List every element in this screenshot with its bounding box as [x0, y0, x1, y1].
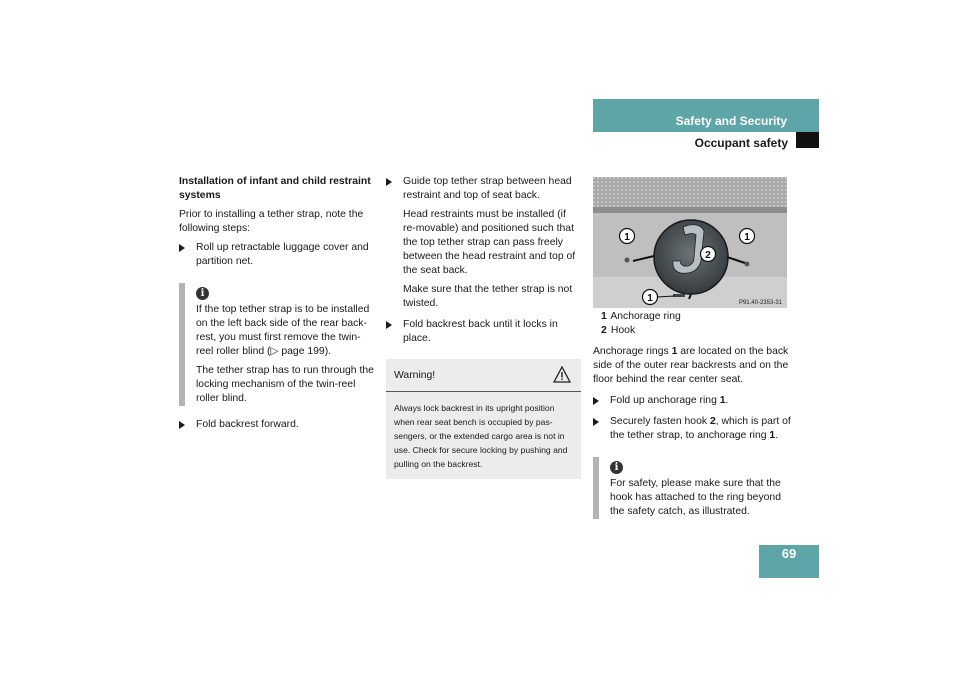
intro-text: Prior to installing a tether strap, note the following steps: [179, 209, 364, 234]
legend-item [593, 310, 793, 324]
info-note [593, 457, 793, 519]
bullet-arrow-icon [179, 421, 185, 429]
step-text: Fold backrest forward. [196, 419, 299, 430]
step-detail: Head restraints must be installed (if re-movable) and positioned such that the top tether strap can pass freely between the head restraint and top of the seat back. [403, 209, 576, 276]
legend-text: Hook [610, 325, 636, 336]
note-text: For safety, please make sure that the hook has attached to the ring beyond the safety catch, as illustrated. [610, 478, 781, 517]
header-tab [593, 99, 819, 132]
warning-header [386, 359, 581, 392]
step-detail: Make sure that the tether strap is not twisted. [403, 284, 573, 309]
column-3 [593, 310, 793, 519]
warning-triangle-icon [553, 366, 571, 383]
step-text: Roll up retractable luggage cover and partition net. [196, 242, 369, 267]
bullet-arrow-icon [593, 418, 599, 426]
header-marker [796, 132, 819, 148]
warning-title: Warning! [394, 370, 436, 381]
subsection-title: Occupant safety [694, 136, 788, 150]
bullet-arrow-icon [386, 321, 392, 329]
note-text: The tether strap has to run through the locking mechanism of the twin-reel roller blind. [196, 365, 374, 404]
step-item [386, 175, 581, 203]
illustration [593, 177, 787, 308]
body-text: Anchorage rings 1 are located on the back side of the outer rear backrests and on the floor behind the rear center seat. [593, 346, 789, 385]
info-note [179, 283, 374, 406]
step-item [386, 318, 581, 346]
step-item [179, 241, 374, 269]
anchorage-ring-photo [593, 177, 787, 308]
note-bar [593, 457, 599, 519]
warning-box [386, 359, 581, 479]
column-1 [179, 175, 374, 432]
bullet-arrow-icon [179, 244, 185, 252]
callout-1: 1 [744, 232, 750, 243]
section-heading: Installation of infant and child restraint systems [179, 176, 371, 201]
step-text: Fold backrest back until it locks in place. [403, 319, 558, 344]
bullet-arrow-icon [593, 397, 599, 405]
step-text: Guide top tether strap between head restraint and top of seat back. [403, 176, 572, 201]
legend-text: Anchorage ring [610, 311, 681, 322]
figure-code: P91.40-2353-31 [738, 300, 782, 306]
legend-item [593, 324, 793, 338]
step-item [179, 418, 374, 432]
callout-1: 1 [624, 232, 630, 243]
callout-2: 2 [705, 250, 711, 261]
note-text: If the top tether strap is to be installed on the left back side of the rear back-rest, you must first remove the twin-reel roller blind (▷ page 199). [196, 304, 370, 357]
info-icon: i [610, 461, 623, 474]
column-2 [386, 175, 581, 479]
bullet-arrow-icon [386, 178, 392, 186]
legend-number: 2 [601, 325, 607, 336]
legend-number: 1 [601, 311, 607, 322]
info-icon: i [196, 287, 209, 300]
callout-1: 1 [647, 293, 653, 304]
section-title: Safety and Security [675, 114, 787, 128]
page-number: 69 [781, 546, 797, 561]
note-bar [179, 283, 185, 406]
page-number-box [759, 545, 819, 578]
warning-text: Always lock backrest in its upright position when rear seat bench is occupied by pas-sengers, or the extended cargo area is not in use. Check for secure locking by pushing and pulling on the backrest. [394, 403, 568, 469]
step-item: Securely fasten hook 2, which is part of the tether strap, to anchorage ring 1. [593, 415, 793, 443]
step-item: Fold up anchorage ring 1. [593, 394, 793, 408]
